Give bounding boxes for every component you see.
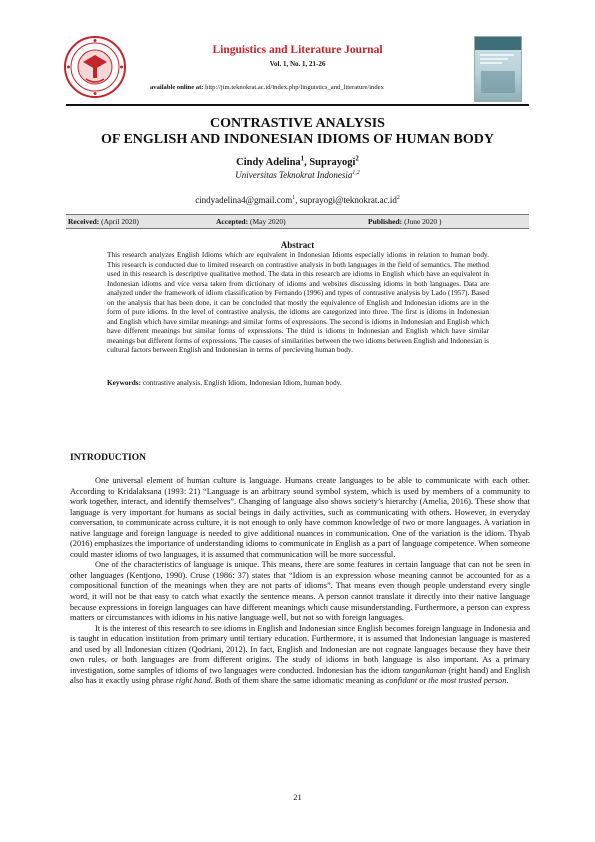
header-divider xyxy=(66,104,529,106)
keywords-list: contrastive analysis, English Idiom, Indonesian Idiom, human body. xyxy=(142,378,342,387)
paragraph-3: It is the interest of this research to see idioms in English and Indonesian since English becomes foreign language in Indonesia and is taught in education institution from primary until tertiary education. Furthermore, it is assumed that Indonesian language is mastered and used by all Indonesian citizen (Qodriani, 2012). In fact, English and Indonesian are not cognate languages because they have their own rules, or both languages are from different origins. The study of idioms in both language is also important. As a primary investigation, some samples of idioms of two languages were conducted. Indonesian has the idiom tangankanan (right hand) and English also has it exactly using phrase right hand. Both of them share the same idiomatic meaning as confidant or the most trusted person. xyxy=(70,623,531,686)
abstract-heading: Abstract xyxy=(280,240,315,250)
accepted-date: Accepted: (May 2020) xyxy=(216,217,286,226)
dates-bar xyxy=(66,214,529,229)
journal-title: Linguistics and Literature Journal xyxy=(212,44,383,56)
author-emails: cindyadelina4@gmail.com$^1$, $suprayogi@teknokrat.ac.id^2$ xyxy=(195,195,400,205)
author-1: Cindy Adelina xyxy=(236,157,301,168)
title-line-1: CONTRASTIVE ANALYSIS xyxy=(210,116,385,131)
keywords xyxy=(107,378,489,387)
received-date: Received: (April 2020) xyxy=(68,217,139,226)
available-label: available online at: xyxy=(150,84,204,91)
section-heading-introduction: INTRODUCTION xyxy=(70,453,147,463)
journal-cover-thumbnail xyxy=(474,36,522,102)
paper-title xyxy=(0,116,595,148)
page-number: 21 xyxy=(293,792,302,802)
published-date: Published: (June 2020 ) xyxy=(368,217,442,226)
abstract-text: This research analyzes English Idioms which are equivalent in Indonesian Idioms especially idioms in relation to human body. This research is conducted due to limited research on contrastive analysis in both languages in the field of semantics. The method used in this research is descriptive qualitative method. The data in this research are idioms in English which have an equivalent in Indonesian idioms and vice versa taken from dictionary of idioms and websites discussing idioms in both languages. Data are analyzed under the framework of idiom classification by Fernando (1996) and types of contrastive analysis by Lado (1957). Based on the analysis that has been done, it can be concluded that mostly the equivalence of English and Indonesian idioms are in the form of pure idioms. In the level of contrastive analysis, the idioms are categorized into three. The first is idioms in Indonesian and English which have similar meanings and similar forms of expressions. The second is idioms in Indonesian and English which have different meanings but similar forms of expressions. The third is idioms in Indonesian and English which have similar meanings but different forms of expressions. The causes of similarities between the two idioms between English and Indonesian is cultural factors between English and Indonesian in terms of percieving human body. xyxy=(107,250,489,355)
title-line-2: OF ENGLISH AND INDONESIAN IDIOMS OF HUMAN BODY xyxy=(101,132,494,147)
affiliation: Universitas Teknokrat Indonesia$^{1,2}$ xyxy=(235,170,360,180)
volume-info: Vol. 1, No. 1, 21-26 xyxy=(269,60,326,68)
email-2[interactable]: suprayogi@teknokrat.ac.id xyxy=(299,195,397,205)
introduction-body xyxy=(70,476,530,687)
email-1[interactable]: cindyadelina4@gmail.com xyxy=(195,195,293,205)
authors: Cindy Adelina$^1$, Suprayogi$^2$ xyxy=(236,155,359,168)
paragraph-1: One universal element of human culture is language. Humans create languages to be able to communicate with each other. According to Kridalaksana (1993: 21) “Language is an arbitrary sound symbol system, which is used by members of a community to work together, interact, and identify themselves”. Changing of language also shows society’s hierarchy (Amelia, 2016). These show that language is very important for humans as social beings in daily activities, such as communicating with others. However, in everyday conversation, to communicate across culture, it is not enough to only have common knowledge of two or more languages. A variation in native language and foreign language is needed to give additional nuances in communication. One of the variation is the idiom. Thyab (2016) emphasizes the importance of understanding idioms to communicate in English as a part of language competence. When someone could master idioms of two languages, it is assumed that communication will be more successful. xyxy=(70,476,530,559)
paragraph-2: One of the characteristics of language is unique. This means, there are some features in certain language that can not be seen in other languages (Kentjono, 1990). Cruse (1986: 37) states that “Idiom is an expression whose meaning cannot be accounted for as a compositional function of the meanings when they are not parts of idioms”. That means even though people understand every single word, it will not be that easy to catch what exactly the sentence means. A person cannot translate it directly into their native language because expressions in foreign languages can have different meanings which cause misunderstanding. Furthermore, a person can express matters or circumstances with idioms in his native language well, but not so with foreign languages. xyxy=(70,560,530,623)
journal-url-link[interactable]: http://jim.teknokrat.ac.id/index.php/linguistics_and_literature/index xyxy=(205,84,384,91)
keywords-label: Keywords: xyxy=(107,378,142,387)
availability-line xyxy=(150,84,384,91)
author-2: Suprayogi xyxy=(309,157,356,168)
